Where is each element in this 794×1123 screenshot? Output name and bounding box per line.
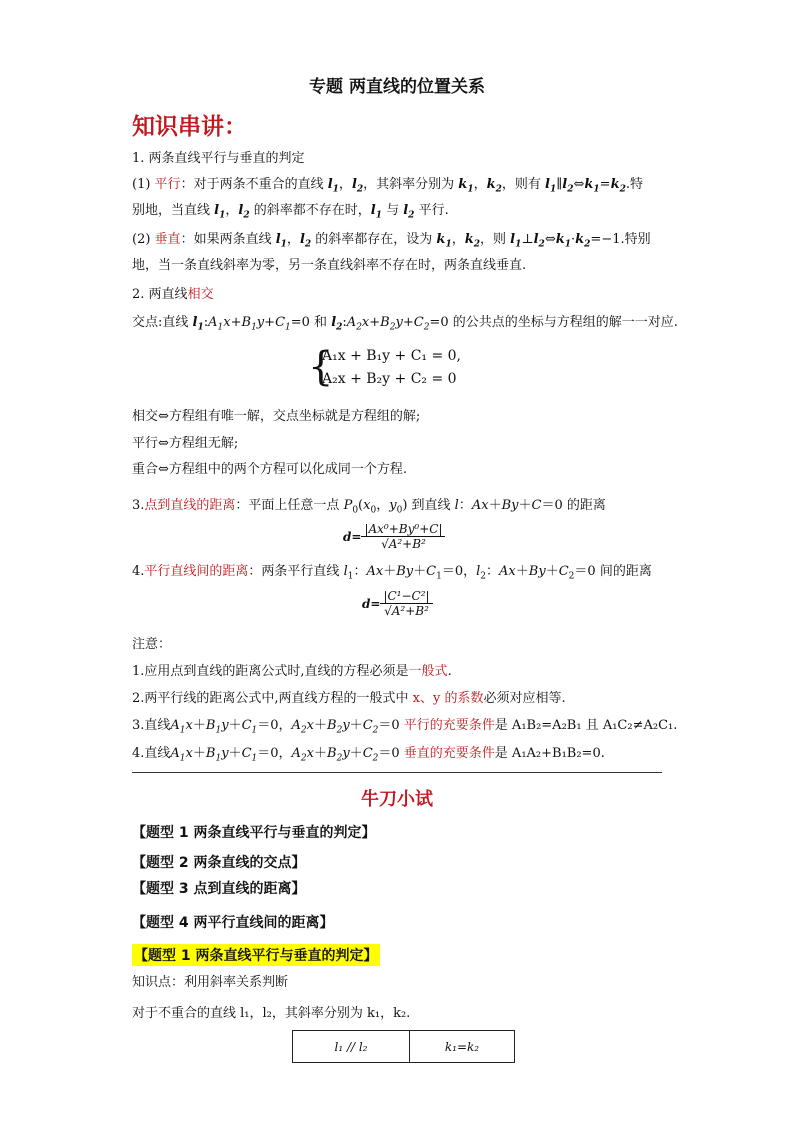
text-segment: 1.应用点到直线的距离公式时,直线的方程必须是	[132, 664, 409, 679]
formula-denominator: √A²+B²	[381, 537, 426, 551]
text-segment: 的斜率都不存在时，	[249, 203, 371, 218]
note-3: 3.直线$A_1x+B_1y+C_1=0$，$A_2x+B_2y+C_2=0$ 平行的充要条件是 A₁B₂=A₂B₁ 且 A₁C₂≠A₂C₁.	[132, 718, 678, 736]
text-segment: 4.直线	[132, 746, 171, 761]
item-number: 1.	[132, 151, 145, 166]
question-type-2: 【题型 2 两条直线的交点】	[132, 855, 306, 871]
question-type-1: 【题型 1 两条直线平行与垂直的判定】	[132, 825, 376, 841]
keyword-perpendicular-condition: 垂直的充要条件	[403, 746, 495, 761]
keyword-coefficients: x、y 的系数	[412, 691, 484, 706]
perpendicular-paragraph-line1: (2) 垂直：如果两条直线 $l_1$，$l_2$ 的斜率都存在，设为 $k_1$，$k_2$，则 $l_1\perp l_2\Leftrightarrow k_1\cdot k_2=-1$.特别	[132, 232, 651, 250]
formula-denominator: √A²+B²	[384, 604, 429, 618]
text-segment: 的距离	[562, 498, 606, 513]
text-segment: 别地，当直线	[132, 203, 215, 218]
keyword-perpendicular: 垂直	[154, 232, 181, 247]
table-cell-slope-equal: k₁=k₂	[410, 1031, 515, 1063]
item-text: 两条直线平行与垂直的判定	[148, 151, 305, 166]
text-segment: −1.特别	[601, 232, 651, 247]
item-3-heading: 3.点到直线的距离：平面上任意一点 $P_0(x_0$，$y_0$) 到直线 l：Ax＋By＋C＝0 的距离	[132, 498, 606, 516]
keyword-parallel: 平行	[154, 177, 181, 192]
note-4: 4.直线$A_1x+B_1y+C_1=0$，$A_2x+B_2y+C_2=0$ 垂直的充要条件是 A₁A₂+B₁B₂=0.	[132, 746, 605, 764]
knowledge-point: 知识点：利用斜率关系判断	[132, 975, 289, 990]
text-segment: ：两条平行直线	[248, 564, 344, 579]
item-number: 2.	[132, 287, 145, 302]
item-1-heading	[132, 150, 305, 168]
table-cell-parallel: l₁ // l₂	[293, 1031, 410, 1063]
formula-numerator: |Ax⁰+By⁰+C|	[361, 522, 445, 537]
text-segment: 间的距离	[595, 564, 652, 579]
section-divider	[132, 772, 662, 773]
text-segment: 3.直线	[132, 718, 171, 733]
text-segment: ，则有	[501, 177, 546, 192]
system-equation-2: A₂x + B₂y + C₂ = 0	[322, 371, 457, 387]
distance-formula-point	[343, 522, 445, 551]
case-intersect: 相交⇔方程组有唯一解，交点坐标就是方程组的解;	[132, 409, 421, 424]
text-segment: 是 A₁A₂+B₁B₂=0.	[494, 746, 605, 761]
page-title: 专题 两直线的位置关系	[309, 77, 485, 97]
keyword-point-line-distance: 点到直线的距离	[144, 498, 236, 513]
item-4-heading: 4.平行直线间的距离：两条平行直线 $l_1$：$Ax+By+C_1=0$，$l_2$：$Ax+By+C_2=0$ 间的距离	[132, 564, 652, 582]
question-type-4: 【题型 4 两平行直线间的距离】	[132, 915, 334, 931]
text-segment: 必须对应相等.	[483, 691, 566, 706]
section-heading: 知识串讲：	[132, 114, 247, 140]
item-text: 两直线	[148, 287, 188, 302]
item-number: 3.	[132, 498, 145, 513]
text-segment: ，则	[480, 232, 511, 247]
text-segment: 的公共点的坐标与方程组的解一一对应.	[448, 315, 678, 330]
keyword-parallel-distance: 平行直线间的距离	[144, 564, 249, 579]
note-1	[132, 663, 452, 681]
question-type-3: 【题型 3 点到直线的距离】	[132, 881, 306, 897]
formula-lhs: d=	[362, 596, 381, 611]
system-brace: {	[308, 344, 334, 390]
label-prefix: (2)	[132, 232, 155, 247]
keyword-intersect: 相交	[187, 287, 214, 302]
text-segment: ：对于两条不重合的直线	[180, 177, 328, 192]
formula-lhs: d=	[343, 529, 362, 544]
text-segment: 和	[309, 315, 332, 330]
parallel-paragraph-line1: (1) 平行：对于两条不重合的直线 $l_1$，$l_2$，其斜率分别为 $k_1$，$k_2$，则有 $l_1\parallel l_2\Leftrightarrow k_1=k_2$.特	[132, 177, 643, 195]
practice-title: 牛刀小试	[361, 789, 433, 810]
note-heading: 注意：	[132, 637, 172, 652]
text-segment: ，其斜率分别为	[363, 177, 459, 192]
text-segment: 的斜率都存在，设为	[311, 232, 437, 247]
text-segment: 到直线	[407, 498, 455, 513]
intersection-paragraph: 交点:直线 $l_1:A_1x+B_1y+C_1=0$ 和 $l_2:A_2x+B_2y+C_2=0$ 的公共点的坐标与方程组的解一一对应.	[132, 315, 678, 333]
item-number: 4.	[132, 564, 145, 579]
note-2	[132, 690, 566, 708]
parallel-paragraph-line2: 别地，当直线 $l_1$，$l_2$ 的斜率都不存在时，$l_1$ 与 $l_2$ 平行.	[132, 203, 449, 221]
distance-formula-parallel	[362, 589, 433, 618]
text-segment: .	[447, 664, 452, 679]
text-segment: ：平面上任意一点	[235, 498, 344, 513]
label-prefix: (1)	[132, 177, 155, 192]
knowledge-point-detail: 对于不重合的直线 l₁，l₂，其斜率分别为 k₁，k₂.	[132, 1006, 411, 1021]
perpendicular-paragraph-line2: 地，当一条直线斜率为零，另一条直线斜率不存在时，两条直线垂直.	[132, 258, 527, 273]
slope-relation-table	[292, 1030, 515, 1063]
formula-numerator: |C¹−C²|	[380, 589, 432, 604]
case-parallel: 平行⇔方程组无解;	[132, 436, 239, 451]
text-segment: 平行.	[414, 203, 449, 218]
text-segment: 是 A₁B₂=A₂B₁ 且 A₁C₂≠A₂C₁.	[494, 718, 678, 733]
highlighted-question-type: 【题型 1 两条直线平行与垂直的判定】	[132, 944, 380, 966]
keyword-general-form: 一般式	[408, 664, 448, 679]
text-segment: 交点:直线	[132, 315, 193, 330]
keyword-parallel-condition: 平行的充要条件	[403, 718, 495, 733]
system-equation-1: A₁x + B₁y + C₁ = 0,	[322, 348, 462, 364]
table-row	[293, 1031, 515, 1063]
item-2-heading	[132, 286, 214, 304]
text-segment: ：如果两条直线	[180, 232, 276, 247]
case-coincide: 重合⇔方程组中的两个方程可以化成同一个方程.	[132, 462, 408, 477]
text-segment: 2.两平行线的距离公式中,两直线方程的一般式中	[132, 691, 413, 706]
text-segment: .特	[625, 177, 643, 192]
